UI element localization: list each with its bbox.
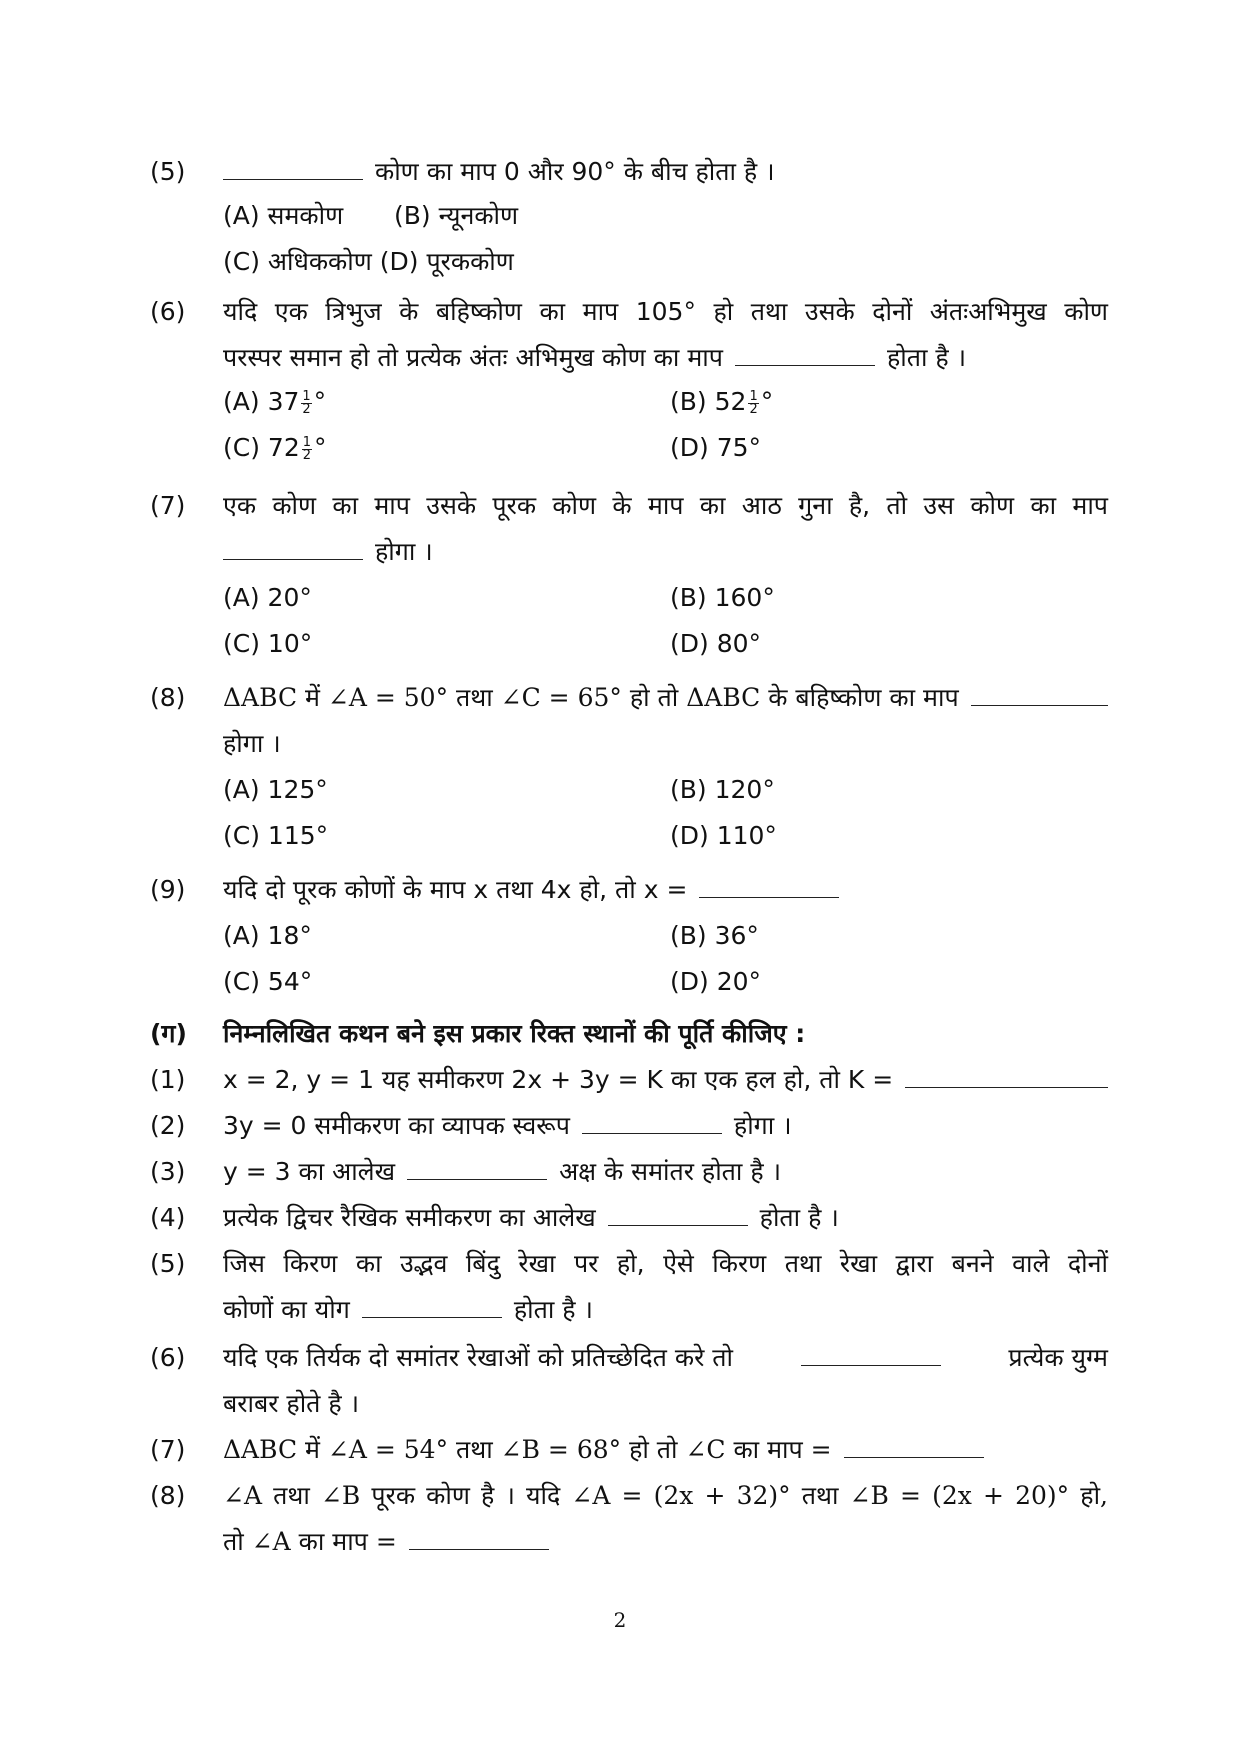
options-row [0,622,1240,666]
item-number: (3) [150,1157,186,1186]
fill-blank-6 [0,1336,1240,1380]
item-text-b: होता है । [759,1203,839,1232]
item-text-b: अक्ष के समांतर होता है । [559,1157,782,1186]
item-text-line-1: ∠A तथा ∠B पूरक कोण है । यदि ∠A = (2x + 32)° तथा ∠B = (2x + 20)° हो, [223,1481,1108,1510]
section-label: (ग) [150,1019,187,1048]
item-number: (7) [150,1435,186,1464]
option-d: (D) 75° [670,433,762,462]
answer-blank [971,683,1108,707]
question-8-line-2 [0,722,1240,766]
fill-blank-7 [0,1428,1240,1472]
option-a: (A) 18° [223,921,312,950]
options-row [0,426,1240,470]
option-b: (B) 52 $\frac{1}{2}$ ° [670,387,774,417]
item-number: (6) [150,1343,186,1372]
option-c: (C) 72 $\frac{1}{2}$ ° [223,433,327,463]
option-b: (B) 36° [670,921,759,950]
fill-blank-1 [0,1058,1240,1102]
item-text-line-1b: प्रत्येक युग्म [1008,1343,1108,1372]
fraction-half: $\frac{1}{2}$ [749,388,758,417]
question-number: (9) [150,875,186,904]
option-c: (C) अधिककोण [223,247,372,276]
question-7-line-2 [0,530,1240,574]
question-text-line-1: एक कोण का माप उसके पूरक कोण के माप का आठ गुना है, तो उस कोण का माप [223,491,1108,520]
section-heading-text: निम्नलिखित कथन बने इस प्रकार रिक्त स्थानों की पूर्ति कीजिए : [223,1019,806,1048]
question-text: कोण का माप 0 और 90° के बीच होता है । [375,157,775,186]
page-number: 2 [613,1608,627,1632]
item-text-line-2: तो ∠A का माप = [223,1527,397,1556]
question-text-line-2: होगा । [375,537,433,566]
item-text: x = 2, y = 1 यह समीकरण 2x + 3y = K का एक हल हो, तो K = [223,1065,894,1094]
question-text-line-2: होगा । [223,729,281,758]
option-a: (A) 125° [223,775,328,804]
answer-blank [844,1435,984,1459]
option-c-d [223,240,514,284]
item-text-line-1: जिस किरण का उद्भव बिंदु रेखा पर हो, ऐसे किरण तथा रेखा द्वारा बनने वाले दोनों [223,1249,1108,1278]
fill-blank-8 [0,1474,1240,1518]
options-row [0,960,1240,1004]
fraction-half: $\frac{1}{2}$ [302,434,312,463]
option-a: (A) समकोण [223,201,344,230]
options-row [0,576,1240,620]
options-row [0,194,1240,238]
answer-blank [223,157,363,181]
item-text: ΔABC में ∠A = 54° तथा ∠B = 68° हो तो ∠C का माप = [223,1435,832,1464]
answer-blank [582,1111,722,1135]
item-number: (5) [150,1249,186,1278]
answer-blank [362,1295,502,1319]
option-d: (D) पूरककोण [379,247,514,276]
options-row [0,768,1240,812]
question-number: (8) [150,683,186,712]
question-text-line-2a: परस्पर समान हो तो प्रत्येक अंतः अभिमुख कोण का माप [223,343,723,372]
item-number: (1) [150,1065,186,1094]
answer-blank [801,1343,941,1367]
answer-blank [407,1157,547,1181]
fill-blank-4 [0,1196,1240,1240]
fill-blank-6-line-2 [0,1382,1240,1426]
item-text-a: y = 3 का आलेख [223,1157,396,1186]
question-number: (6) [150,297,186,326]
answer-blank [735,343,875,367]
option-b: (B) न्यूनकोण [394,201,519,230]
options-row [0,814,1240,858]
answer-blank [905,1065,1108,1089]
answer-blank [608,1203,748,1227]
item-text-a: प्रत्येक द्विचर रैखिक समीकरण का आलेख [223,1203,596,1232]
fill-blank-3 [0,1150,1240,1194]
item-text-line-2: बराबर होते है । [223,1389,360,1418]
answer-blank [409,1527,549,1551]
option-a: (A) 20° [223,583,312,612]
question-8 [0,676,1240,720]
item-number: (4) [150,1203,186,1232]
fraction-half: $\frac{1}{2}$ [302,388,311,417]
item-text-line-1a: यदि एक तिर्यक दो समांतर रेखाओं को प्रतिच्छेदित करे तो [223,1343,733,1372]
section-g-heading [0,1012,1240,1056]
item-number: (2) [150,1111,186,1140]
option-c: (C) 54° [223,967,313,996]
options-row [0,240,1240,284]
question-5 [0,150,1240,194]
question-text-line-2b: होता है । [886,343,967,372]
question-9 [0,868,1240,912]
option-d: (D) 110° [670,821,777,850]
question-6 [0,290,1240,334]
options-row [0,914,1240,958]
item-text-line-2b: होता है । [513,1295,593,1324]
options-row [0,380,1240,424]
option-b: (B) 120° [670,775,775,804]
item-text-a: 3y = 0 समीकरण का व्यापक स्वरूप [223,1111,570,1140]
option-a: (A) 37 $\frac{1}{2}$ ° [223,387,327,417]
option-b: (B) 160° [670,583,775,612]
item-number: (8) [150,1481,186,1510]
fill-blank-2 [0,1104,1240,1148]
question-text-line-1: ΔABC में ∠A = 50° तथा ∠C = 65° हो तो ΔABC के बहिष्कोण का माप [223,683,959,712]
answer-blank [699,875,839,899]
option-c: (C) 115° [223,821,329,850]
item-text-line-2a: कोणों का योग [223,1295,350,1324]
fill-blank-8-line-2 [0,1520,1240,1564]
answer-blank [223,537,363,561]
fill-blank-5-line-2 [0,1288,1240,1332]
question-6-line-2 [0,336,1240,380]
option-c: (C) 10° [223,629,313,658]
question-text-line-1: यदि एक त्रिभुज के बहिष्कोण का माप 105° हो तथा उसके दोनों अंतःअभिमुख कोण [223,297,1108,326]
fill-blank-5 [0,1242,1240,1286]
option-d: (D) 80° [670,629,762,658]
item-text-b: होगा । [733,1111,792,1140]
question-text: यदि दो पूरक कोणों के माप x तथा 4x हो, तो x = [223,875,688,904]
question-number: (5) [150,157,186,186]
question-number: (7) [150,491,186,520]
option-d: (D) 20° [670,967,762,996]
question-7 [0,484,1240,528]
